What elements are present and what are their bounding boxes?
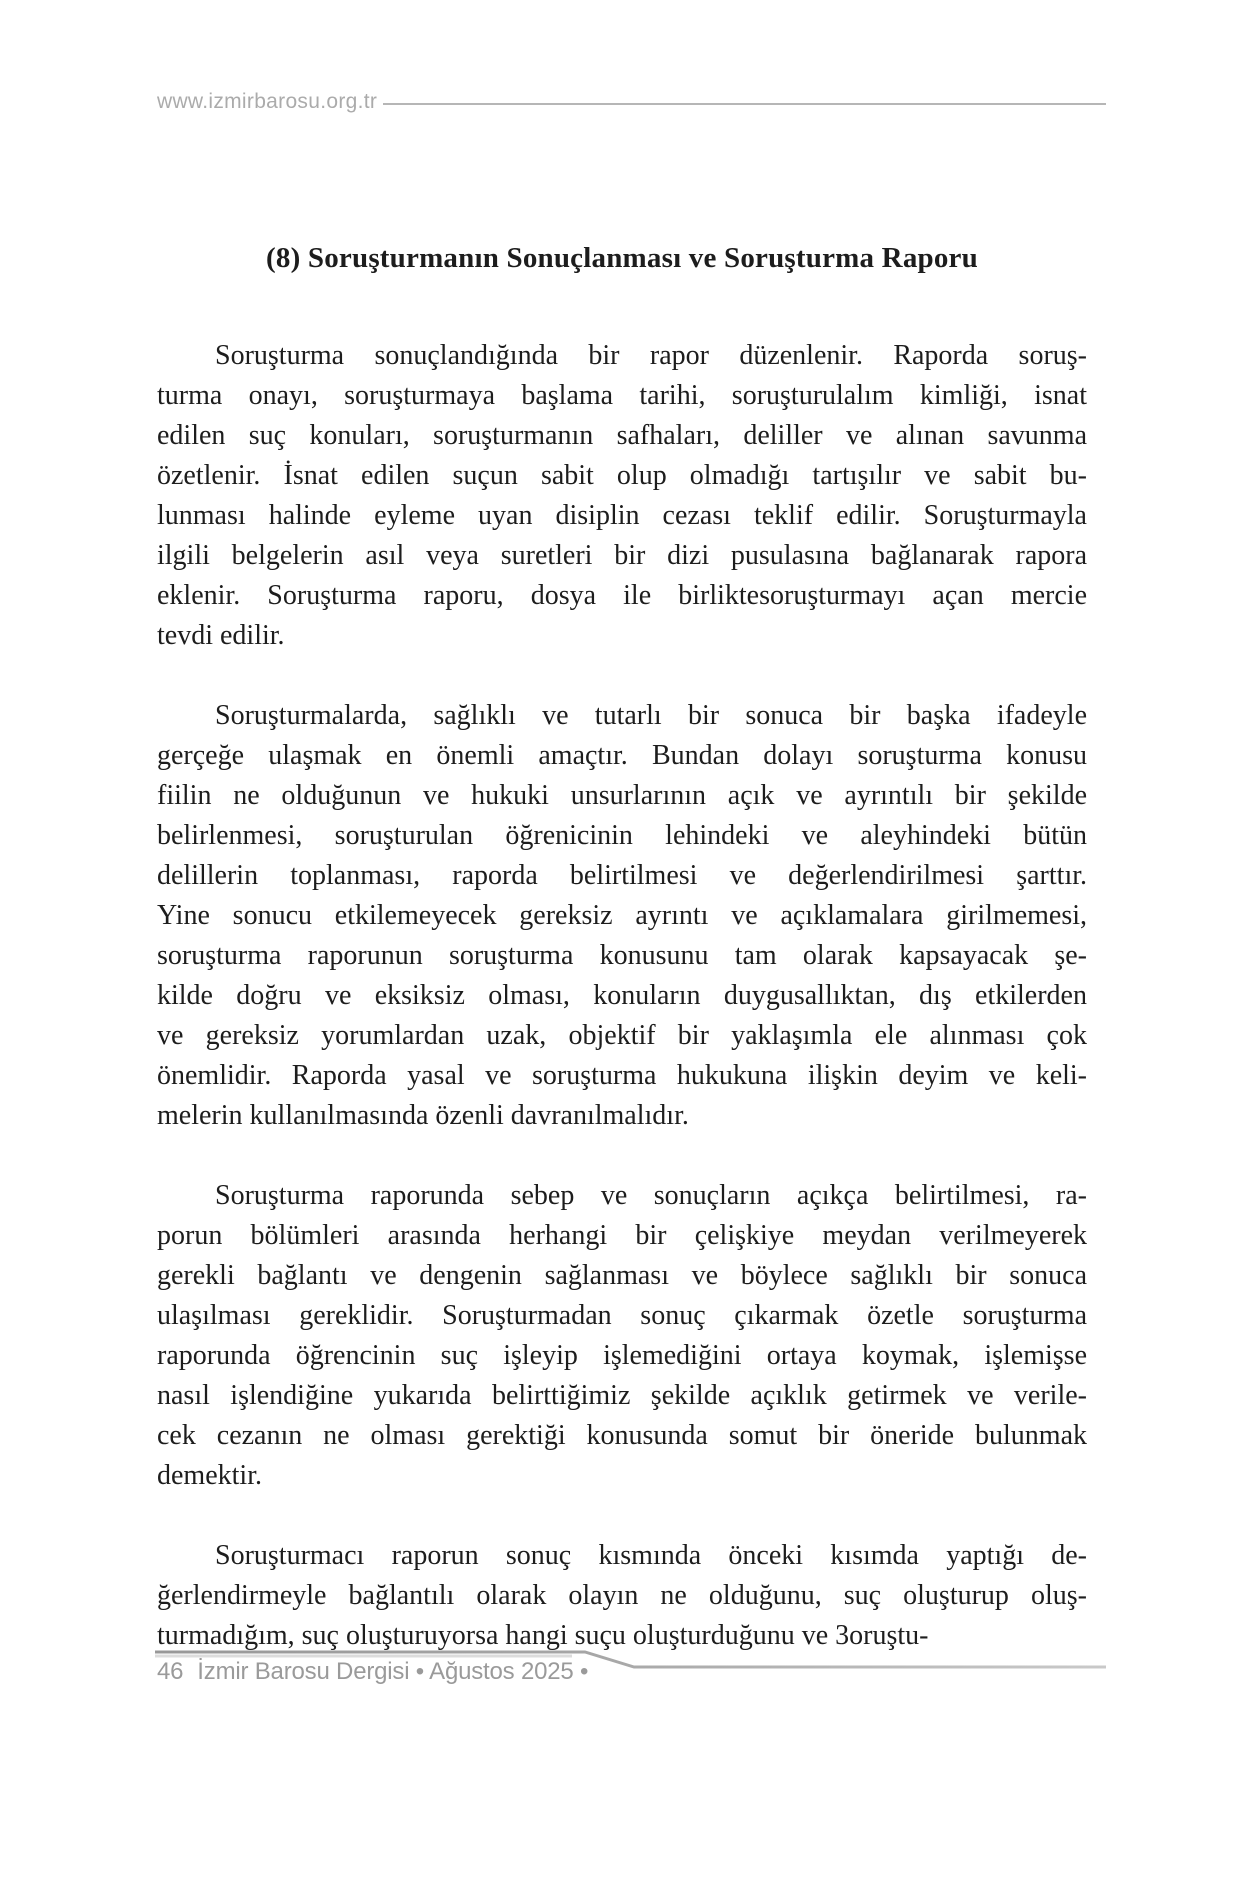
text-line: ilgili belgelerin asıl veya suretleri bir dizi pusulasına bağlanarak rapora xyxy=(157,540,1087,571)
text-line: Yine sonucu etkilemeyecek gereksiz ayrıntı ve açıklamalara girilmemesi, xyxy=(157,900,1087,931)
text-line: Soruşturmacı raporun sonuç kısmında önceki kısımda yaptığı de- xyxy=(215,1540,1087,1571)
text-line: belirlenmesi, soruşturulan öğrenicinin lehindeki ve aleyhindeki bütün xyxy=(157,820,1087,851)
text-line: fiilin ne olduğunun ve hukuki unsurlarının açık ve ayrıntılı bir şekilde xyxy=(157,780,1087,811)
text-line: porun bölümleri arasında herhangi bir çelişkiye meydan verilmeyerek xyxy=(157,1220,1087,1251)
page-header xyxy=(157,90,1106,114)
paragraph xyxy=(157,696,1087,1136)
text-line: gerekli bağlantı ve dengenin sağlanması ve böylece sağlıklı bir sonuca xyxy=(157,1260,1087,1291)
paragraph xyxy=(157,1536,1087,1656)
document-body xyxy=(157,336,1087,1696)
header-rule xyxy=(383,103,1106,105)
text-line: turma onayı, soruşturmaya başlama tarihi, soruşturulalım kimliği, isnat xyxy=(157,380,1087,411)
text-line: tevdi edilir. xyxy=(157,620,285,651)
text-line: delillerin toplanması, raporda belirtilmesi ve değerlendirilmesi şarttır. xyxy=(157,860,1087,891)
text-line: ğerlendirmeyle bağlantılı olarak olayın ne olduğunu, suç oluşturup oluş- xyxy=(157,1580,1087,1611)
text-line: ve gereksiz yorumlardan uzak, objektif bir yaklaşımla ele alınması çok xyxy=(157,1020,1087,1051)
text-line: Soruşturma raporunda sebep ve sonuçların açıkça belirtilmesi, ra- xyxy=(215,1180,1087,1211)
text-line: cek cezanın ne olması gerektiği konusunda somut bir öneride bulunmak xyxy=(157,1420,1087,1451)
text-line: turmadığım, suç oluşturuyorsa hangi suçu oluşturduğunu ve 3oruştu- xyxy=(157,1620,929,1651)
text-line: gerçeğe ulaşmak en önemli amaçtır. Bundan dolayı soruşturma konusu xyxy=(157,740,1087,771)
section-heading: (8) Soruşturmanın Sonuçlanması ve Soruşturma Raporu xyxy=(266,242,978,274)
journal-title: İzmir Barosu Dergisi • Ağustos 2025 • xyxy=(197,1658,589,1685)
page-footer xyxy=(157,1658,588,1686)
paragraph xyxy=(157,336,1087,656)
page-number: 46 xyxy=(157,1658,184,1685)
paragraph xyxy=(157,1176,1087,1496)
text-line: soruşturma raporunun soruşturma konusunu tam olarak kapsayacak şe- xyxy=(157,940,1087,971)
text-line: raporunda öğrencinin suç işleyip işlemediğini ortaya koymak, işlemişse xyxy=(157,1340,1087,1371)
text-line: özetlenir. İsnat edilen suçun sabit olup olmadığı tartışılır ve sabit bu- xyxy=(157,460,1087,491)
text-line: önemlidir. Raporda yasal ve soruşturma hukukuna ilişkin deyim ve keli- xyxy=(157,1060,1087,1091)
text-line: eklenir. Soruşturma raporu, dosya ile birliktesoruşturmayı açan mercie xyxy=(157,580,1087,611)
text-line: Soruşturmalarda, sağlıklı ve tutarlı bir sonuca bir başka ifadeyle xyxy=(215,700,1087,731)
text-line: kilde doğru ve eksiksiz olması, konuların duygusallıktan, dış etkilerden xyxy=(157,980,1087,1011)
text-line: nasıl işlendiğine yukarıda belirttiğimiz şekilde açıklık getirmek ve verile- xyxy=(157,1380,1087,1411)
text-line: lunması halinde eyleme uyan disiplin cezası teklif edilir. Soruşturmayla xyxy=(157,500,1087,531)
text-line: Soruşturma sonuçlandığında bir rapor düzenlenir. Raporda soruş- xyxy=(215,340,1087,371)
text-line: melerin kullanılmasında özenli davranılmalıdır. xyxy=(157,1100,689,1131)
text-line: demektir. xyxy=(157,1460,262,1491)
header-url: www.izmirbarosu.org.tr xyxy=(157,90,378,113)
text-line: ulaşılması gereklidir. Soruşturmadan sonuç çıkarmak özetle soruşturma xyxy=(157,1300,1087,1331)
text-line: edilen suç konuları, soruşturmanın safhaları, deliller ve alınan savunma xyxy=(157,420,1087,451)
